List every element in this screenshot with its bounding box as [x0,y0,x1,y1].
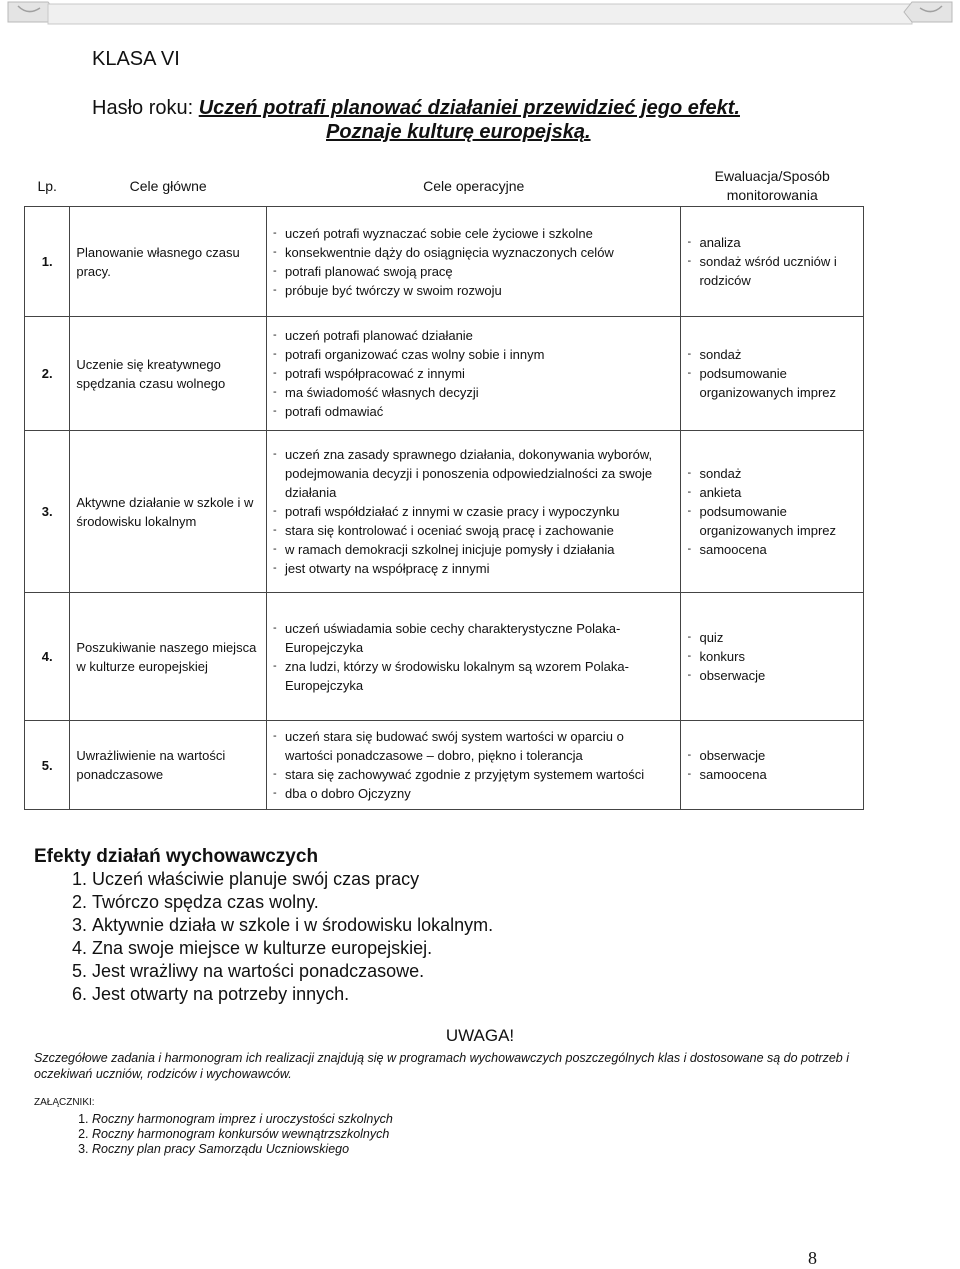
motto-line-2: Poznaje kulturę europejską. [326,121,591,143]
main-goal: Uwrażliwienie na wartości ponadczasowe [70,721,267,810]
table-row [25,207,864,317]
evaluation-methods-list [687,233,857,290]
evaluation-methods [681,593,864,721]
decorative-header-banner [0,0,960,30]
list-item: - w ramach demokracji szkolnej inicjuje pomysły i działania [273,540,674,559]
operational-goals [267,317,681,431]
class-title: KLASA VI [92,48,180,70]
list-item: - ma świadomość własnych decyzji [273,383,674,402]
evaluation-methods-list [687,464,857,559]
operational-goals-list [273,326,674,421]
list-item: - samoocena [687,765,857,784]
operational-goals-list [273,727,674,803]
list-item: - analiza [687,233,857,252]
table-header-row [25,166,864,207]
evaluation-methods-list [687,746,857,784]
operational-goals-list [273,445,674,578]
list-item: - sondaż wśród uczniów i rodziców [687,252,857,290]
note-text: Szczegółowe zadania i harmonogram ich realizacji znajdują się w programach wychowawczych poszczególnych klas i dostosowane są do potrzeb i oczekiwań uczniów, rodziców i wychowawców. [34,1051,849,1081]
list-item: - uczeń potrafi planować działanie [273,326,674,345]
table-row [25,593,864,721]
attachment-item: 3. Roczny plan pracy Samorządu Uczniowskiego [92,1142,393,1157]
row-number: 5. [25,721,70,810]
list-item: - zna ludzi, którzy w środowisku lokalnym są wzorem Polaka-Europejczyka [273,657,674,695]
table-row [25,431,864,593]
effects-list [62,868,493,1006]
list-item: - obserwacje [687,666,857,685]
operational-goals-list [273,224,674,300]
motto-line-1: Uczeń potrafi planować działaniei przewidzieć jego efekt. [198,97,740,119]
list-item: - dba o dobro Ojczyzny [273,784,674,803]
main-goal: Uczenie się kreatywnego spędzania czasu wolnego [70,317,267,431]
main-goal: Aktywne działanie w szkole i w środowisku lokalnym [70,431,267,593]
list-item: - stara się kontrolować i oceniać swoją pracę i zachowanie [273,521,674,540]
evaluation-methods [681,317,864,431]
list-item: - potrafi współdziałać z innymi w czasie pracy i wypoczynku [273,502,674,521]
motto-prefix: Hasło roku: [92,97,199,119]
list-item: - ankieta [687,483,857,502]
effects-title: Efekty działań wychowawczych [34,846,319,867]
operational-goals [267,207,681,317]
effect-item: 1. Uczeń właściwie planuje swój czas pracy [92,868,493,891]
list-item: - uczeń potrafi wyznaczać sobie cele życiowe i szkolne [273,224,674,243]
header-evaluation: Ewaluacja/Sposób monitorowania [714,168,830,203]
attachment-item: 1. Roczny harmonogram imprez i uroczystości szkolnych [92,1112,393,1127]
list-item: - konkurs [687,647,857,666]
effect-item: 2. Twórczo spędza czas wolny. [92,891,493,914]
list-item: - próbuje być twórczy w swoim rozwoju [273,281,674,300]
list-item: - uczeń zna zasady sprawnego działania, dokonywania wyborów, podejmowania decyzji i ponoszenia odpowiedzialności za swoje działania [273,445,674,502]
list-item: - potrafi współpracować z innymi [273,364,674,383]
list-item: - potrafi odmawiać [273,402,674,421]
evaluation-methods-list [687,628,857,685]
main-goal: Planowanie własnego czasu pracy. [70,207,267,317]
table-row [25,317,864,431]
operational-goals-list [273,619,674,695]
list-item: - potrafi organizować czas wolny sobie i innym [273,345,674,364]
list-item: - jest otwarty na współpracę z innymi [273,559,674,578]
header-operational-goals: Cele operacyjne [423,177,525,194]
operational-goals [267,431,681,593]
row-number: 4. [25,593,70,721]
table-body [25,207,864,810]
header-main-goals: Cele główne [129,177,207,194]
list-item: - podsumowanie organizowanych imprez [687,502,857,540]
list-item: - samoocena [687,540,857,559]
list-item: - uczeń stara się budować swój system wartości w oparciu o wartości ponadczasowe – dobro, piękno i tolerancja [273,727,674,765]
list-item: - uczeń uświadamia sobie cechy charakterystyczne Polaka-Europejczyka [273,619,674,657]
list-item: - obserwacje [687,746,857,765]
table-row [25,721,864,810]
main-goal: Poszukiwanie naszego miejsca w kulturze europejskiej [70,593,267,721]
list-item: - potrafi planować swoją pracę [273,262,674,281]
row-number: 1. [25,207,70,317]
list-item: - stara się zachowywać zgodnie z przyjętym systemem wartości [273,765,674,784]
effect-item: 5. Jest wrażliwy na wartości ponadczasowe. [92,960,493,983]
attachments-list [64,1112,393,1157]
attachments-title: ZAŁĄCZNIKI: [34,1097,95,1108]
goals-table [24,166,864,810]
effect-item: 6. Jest otwarty na potrzeby innych. [92,983,493,1006]
effect-item: 4. Zna swoje miejsce w kulturze europejskiej. [92,937,493,960]
note-heading: UWAGA! [445,1026,515,1045]
evaluation-methods [681,431,864,593]
list-item: - quiz [687,628,857,647]
row-number: 2. [25,317,70,431]
attachment-item: 2. Roczny harmonogram konkursów wewnątrzszkolnych [92,1127,393,1142]
year-motto [92,96,740,144]
page-number: 8 [808,1248,817,1268]
evaluation-methods [681,721,864,810]
header-lp: Lp. [37,177,57,194]
operational-goals [267,593,681,721]
list-item: - sondaż [687,464,857,483]
operational-goals [267,721,681,810]
list-item: - podsumowanie organizowanych imprez [687,364,857,402]
list-item: - sondaż [687,345,857,364]
evaluation-methods-list [687,345,857,402]
list-item: - konsekwentnie dąży do osiągnięcia wyznaczonych celów [273,243,674,262]
evaluation-methods [681,207,864,317]
row-number: 3. [25,431,70,593]
effect-item: 3. Aktywnie działa w szkole i w środowisku lokalnym. [92,914,493,937]
